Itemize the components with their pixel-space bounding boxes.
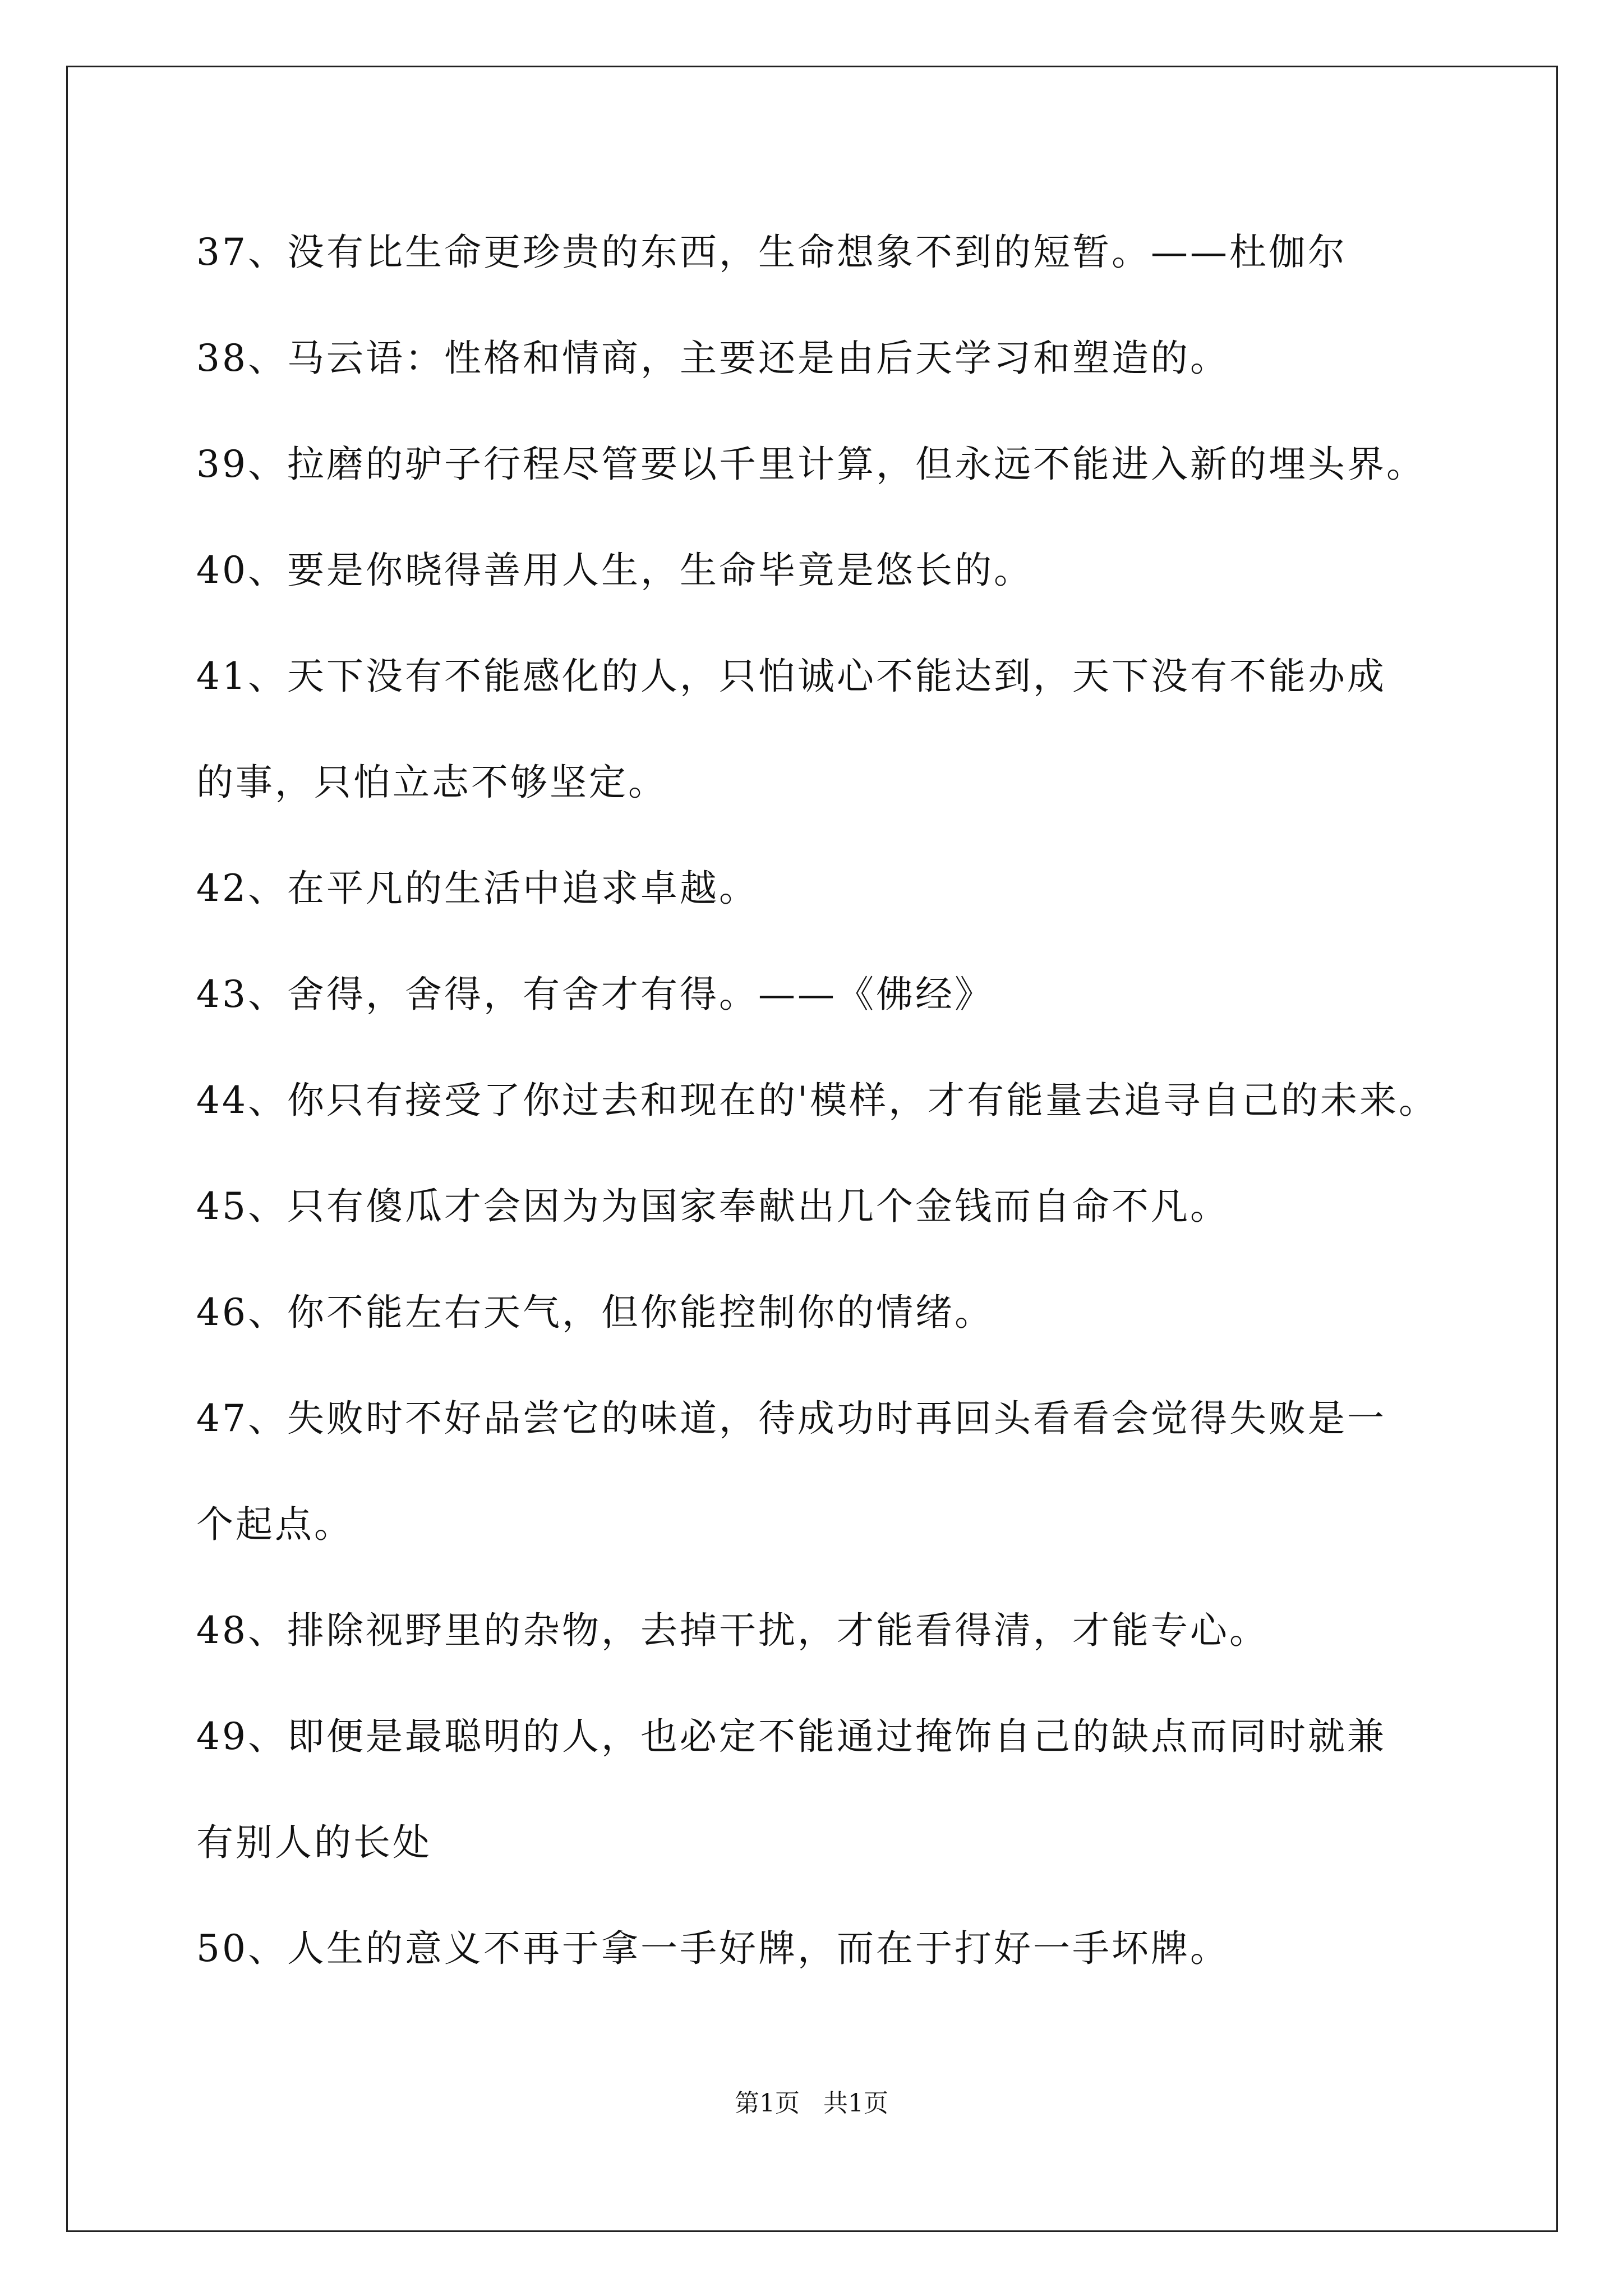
quote-46-line: 46、你不能左右天气，但你能控制你的情绪。 [196,1291,994,1334]
quote-49-line-2: 有别人的长处 [196,1821,432,1864]
page-border [66,66,1558,2232]
quote-41-line-1: 41、天下没有不能感化的人，只怕诚心不能达到，天下没有不能办成 [196,655,1386,698]
quote-47-line-2: 个起点。 [196,1503,353,1546]
quote-38-line: 38、马云语：性格和情商，主要还是由后天学习和塑造的。 [196,337,1229,380]
quote-49-line-1: 49、即便是最聪明的人，也必定不能通过掩饰自己的缺点而同时就兼 [196,1715,1386,1758]
quote-42-line: 42、在平凡的生活中追求卓越。 [196,867,758,910]
quote-48-line: 48、排除视野里的杂物，去掉干扰，才能看得清，才能专心。 [196,1609,1269,1652]
quote-50-line: 50、人生的意义不再于拿一手好牌，而在于打好一手坏牌。 [196,1927,1229,1970]
quote-41-line-2: 的事，只怕立志不够坚定。 [196,761,667,804]
quote-37-line: 37、没有比生命更珍贵的东西，生命想象不到的短暂。——杜伽尔 [196,231,1347,274]
quote-43-line: 43、舍得，舍得，有舍才有得。——《佛经》 [196,973,994,1016]
quote-44-line: 44、你只有接受了你过去和现在的'模样，才有能量去追寻自己的未来。 [196,1079,1438,1122]
quote-40-line: 40、要是你晓得善用人生，生命毕竟是悠长的。 [196,549,1033,592]
quote-47-line-1: 47、失败时不好品尝它的味道，待成功时再回头看看会觉得失败是一 [196,1397,1386,1440]
quote-39-line: 39、拉磨的驴子行程尽管要以千里计算，但永远不能进入新的埋头界。 [196,443,1426,486]
page-number-footer: 第1页 共1页 [735,2089,888,2118]
quote-45-line: 45、只有傻瓜才会因为为国家奉献出几个金钱而自命不凡。 [196,1185,1229,1228]
